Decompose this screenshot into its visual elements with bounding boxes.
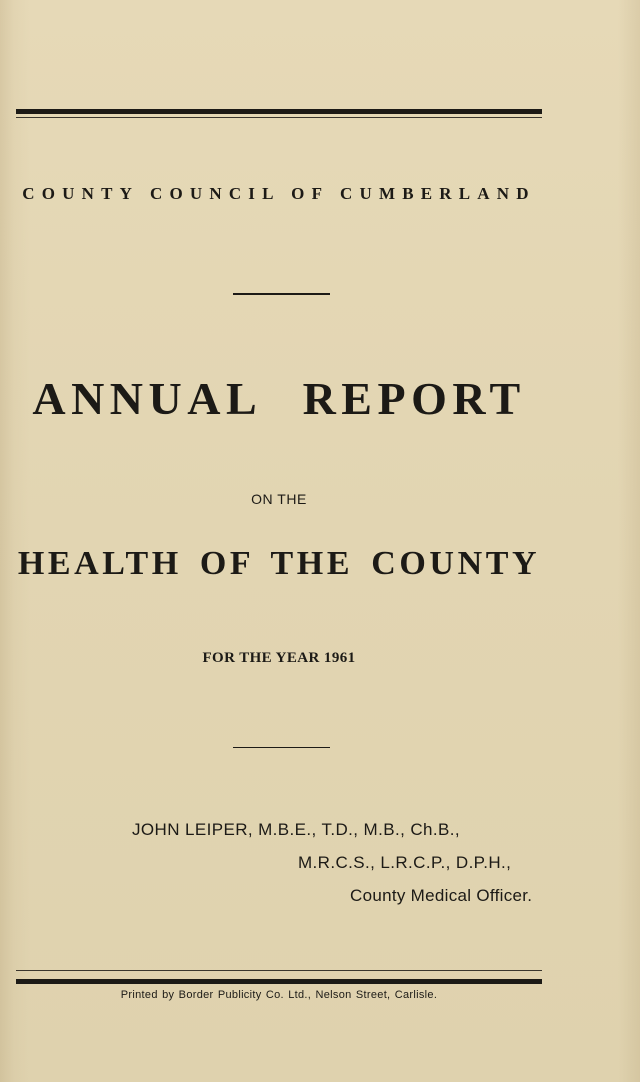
report-title: ANNUAL REPORT [32, 373, 526, 424]
report-subject: HEALTH OF THE COUNTY [17, 545, 541, 582]
connector-text: ON THE [251, 491, 307, 507]
bottom-thick-rule [16, 979, 542, 984]
author-qualifications-line: M.R.C.S., L.R.C.P., D.P.H., [298, 853, 512, 872]
author-name-line: JOHN LEIPER, M.B.E., T.D., M.B., Ch.B., [132, 820, 460, 839]
author-role: County Medical Officer. [350, 886, 533, 905]
bottom-thin-rule [16, 970, 542, 971]
report-year: FOR THE YEAR 1961 [202, 650, 356, 666]
council-name: COUNTY COUNCIL OF CUMBERLAND [22, 184, 536, 203]
printer-imprint: Printed by Border Publicity Co. Ltd., Nelson Street, Carlisle. [120, 989, 438, 1001]
lower-short-rule [233, 747, 330, 748]
top-thick-rule [16, 109, 542, 114]
upper-short-rule [233, 293, 330, 295]
top-thin-rule [16, 117, 542, 118]
